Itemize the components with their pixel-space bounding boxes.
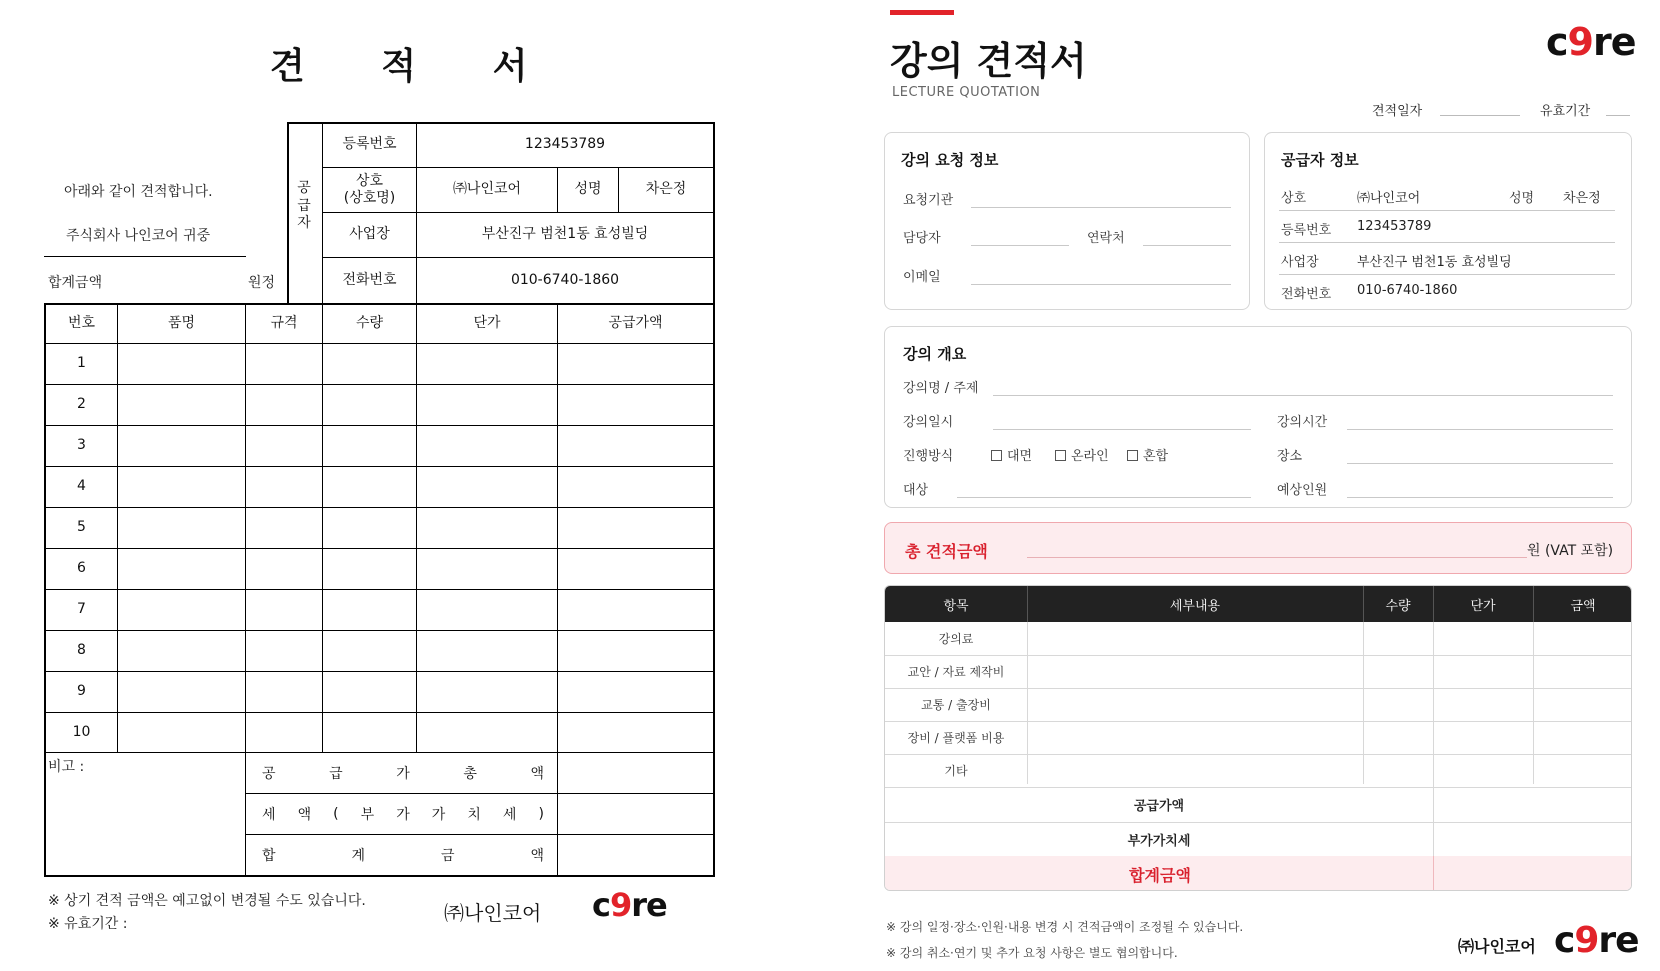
org-label: 요청기관 (903, 193, 954, 208)
label-char: 급 (329, 766, 343, 782)
table-row-label: 기타 (944, 764, 968, 778)
label-char: 가 (396, 766, 410, 782)
grid-line (44, 548, 714, 549)
datetime-label: 강의일시 (903, 415, 954, 430)
header-divider (1433, 586, 1434, 622)
request-info-title: 강의 요청 정보 (901, 151, 999, 169)
grid-line (44, 712, 714, 713)
notice-text: ※ 강의 일정·장소·인원·내용 변경 시 견적금액이 조정될 수 있습니다. (886, 920, 1244, 934)
validity-label: 유효기간 (1540, 104, 1591, 119)
logo-part: 9 (1574, 920, 1599, 961)
row-divider (1279, 210, 1615, 211)
mode-label: 진행방식 (903, 449, 954, 464)
expected-field[interactable] (1347, 497, 1613, 498)
grid-line (44, 671, 714, 672)
table-row-label: 강의료 (938, 632, 974, 646)
validity-field[interactable] (1606, 115, 1630, 116)
grid-line (245, 303, 246, 877)
logo-part: re (1592, 20, 1636, 64)
grid-line (44, 384, 714, 385)
supplier-info-title: 공급자 정보 (1281, 151, 1359, 169)
label-char: 부 (360, 807, 375, 823)
total-amount-label: 총 견적금액 (905, 542, 988, 561)
org-field[interactable] (971, 207, 1231, 208)
rep-name-label: 성명 (574, 181, 602, 198)
checkbox-label: 혼합 (1143, 449, 1169, 464)
logo-part: c (1554, 920, 1575, 961)
supply-amount-label: 공급가액 (1133, 799, 1185, 814)
logo-part: re (1598, 920, 1639, 961)
checkbox-icon[interactable] (1055, 450, 1066, 461)
label-char: 치 (467, 807, 481, 823)
expected-label: 예상인원 (1277, 483, 1328, 498)
checkbox-icon[interactable] (1127, 450, 1138, 461)
mode-online-checkbox[interactable] (1055, 445, 1109, 464)
name-label: 성명 (1509, 191, 1535, 206)
header-divider (1533, 586, 1534, 622)
grid-line (44, 875, 714, 877)
grand-total-label: 합계금액 (1129, 865, 1191, 885)
grid-line (117, 303, 118, 752)
topic-label: 강의명 / 주제 (903, 381, 979, 396)
grid-line (44, 466, 714, 467)
intro-text: 아래와 같이 견적합니다. (64, 184, 213, 200)
notice-text: ※ 강의 취소·연기 및 추가 요청 사항은 별도 협의합니다. (886, 946, 1178, 960)
column-divider (1363, 622, 1364, 784)
column-header-detail: 세부내용 (1169, 598, 1221, 614)
topic-field[interactable] (993, 395, 1613, 396)
address-label: 사업장 (349, 226, 390, 243)
label-char: 액 (530, 766, 544, 782)
company-name-label (323, 168, 416, 212)
footer-company-name: ㈜나인코어 (1458, 937, 1536, 956)
column-header-no: 번호 (67, 314, 96, 331)
footer-company-name: ㈜나인코어 (444, 901, 542, 925)
lecture-overview-box (884, 326, 1632, 508)
grid-line (44, 630, 714, 631)
table-row-label: 교통 / 출장비 (921, 698, 991, 712)
lecture-quotation-form (860, 0, 1660, 971)
name-value: 차은정 (1563, 191, 1601, 206)
label-char: 금 (440, 848, 455, 864)
total-amount-field[interactable] (1027, 557, 1527, 558)
grid-line (44, 589, 714, 590)
grid-line (322, 303, 323, 752)
company-label-line1: 상호 (355, 172, 384, 189)
logo-part: 9 (609, 886, 632, 924)
row-number: 8 (77, 642, 86, 659)
datetime-field[interactable] (993, 429, 1251, 430)
checkbox-label: 대면 (1007, 449, 1033, 464)
phone-label: 전화번호 (342, 271, 397, 288)
recipient-text: 주식회사 나인코어 귀중 (66, 228, 211, 244)
supplier-info-box (1264, 132, 1632, 310)
table-row-label: 장비 / 플랫폼 비용 (907, 731, 1005, 745)
column-header-qty: 수량 (1385, 598, 1411, 614)
total-amount-unit: 원 (VAT 포함) (1527, 543, 1614, 559)
contact-field[interactable] (1143, 245, 1231, 246)
column-header-spec: 규격 (270, 314, 298, 331)
label-char: 가 (431, 807, 446, 823)
reg-number-value: 123453789 (524, 136, 606, 153)
place-label: 장소 (1277, 449, 1303, 464)
request-info-box (884, 132, 1250, 310)
address-value: 부산진구 범천1동 효성빌딩 (481, 226, 649, 243)
column-header-unit-price: 단가 (1470, 598, 1496, 614)
row-number: 2 (77, 396, 86, 413)
column-divider (1027, 622, 1028, 784)
row-number: 1 (77, 355, 86, 372)
table-row-label: 교안 / 자료 제작비 (907, 665, 1005, 679)
row-number: 9 (77, 683, 86, 700)
core-logo (1554, 920, 1639, 961)
reg-number-value: 123453789 (1357, 219, 1432, 234)
row-number: 10 (72, 723, 91, 740)
logo-part: c (1546, 20, 1568, 64)
label-char: 합 (262, 848, 276, 864)
mode-hybrid-checkbox[interactable] (1127, 445, 1168, 464)
column-header-item: 품명 (167, 314, 196, 331)
phone-value: 010-6740-1860 (510, 271, 620, 288)
label-char: 공 (262, 766, 276, 782)
column-header-supply-amount: 공급가액 (608, 314, 663, 331)
label-char: ( (333, 806, 339, 822)
phone-value: 010-6740-1860 (1357, 283, 1458, 298)
time-label: 강의시간 (1277, 415, 1328, 430)
label-char: 세 (262, 807, 276, 823)
quote-date-field[interactable] (1440, 115, 1520, 116)
contact-label: 연락처 (1087, 231, 1125, 246)
sum-total-label (262, 835, 544, 875)
quote-date-label: 견적일자 (1372, 104, 1423, 119)
classic-quotation-form (0, 0, 800, 971)
row-number: 5 (77, 519, 86, 536)
column-header-unit-price: 단가 (473, 314, 501, 331)
manager-field[interactable] (971, 245, 1069, 246)
sum-supply-label (262, 753, 544, 793)
row-number: 7 (77, 601, 86, 618)
document-subtitle: LECTURE QUOTATION (892, 85, 1041, 100)
row-number: 4 (77, 478, 86, 495)
overview-title: 강의 개요 (903, 345, 967, 363)
column-divider (1433, 856, 1434, 891)
email-label: 이메일 (903, 270, 941, 285)
label-char: 가 (396, 807, 410, 823)
company-label: 상호 (1281, 191, 1307, 206)
total-amount-label: 합계금액 (48, 275, 103, 291)
email-field[interactable] (971, 284, 1231, 285)
logo-part: 9 (1567, 20, 1593, 64)
grid-line (287, 122, 289, 304)
remark-label: 비고 : (48, 759, 85, 775)
core-logo (1546, 20, 1636, 64)
header-divider (1363, 586, 1364, 622)
row-number: 6 (77, 560, 86, 577)
reg-number-label: 등록번호 (342, 136, 397, 153)
checkbox-icon[interactable] (991, 450, 1002, 461)
logo-part: c (592, 886, 610, 924)
notice-text: ※ 상기 견적 금액은 예고없이 변경될 수도 있습니다. (48, 893, 366, 909)
target-label: 대상 (903, 483, 929, 498)
grid-line (713, 122, 715, 877)
mode-offline-checkbox[interactable] (991, 445, 1032, 464)
row-number: 3 (77, 437, 86, 454)
label-char: 계 (351, 848, 366, 864)
column-divider (1533, 622, 1534, 784)
total-amount-box (884, 522, 1632, 574)
grid-line (44, 343, 714, 344)
total-amount-unit: 원정 (248, 275, 276, 291)
company-name-value: ㈜나인코어 (452, 181, 522, 198)
grid-line (44, 507, 714, 508)
header-divider (1027, 586, 1028, 622)
validity-text: ※ 유효기간 : (48, 916, 128, 932)
address-value: 부산진구 범천1동 효성빌딩 (1357, 255, 1512, 270)
time-field[interactable] (1347, 429, 1613, 430)
label-char: 액 (297, 807, 312, 823)
cost-table (884, 585, 1632, 891)
row-divider (1279, 274, 1615, 275)
vat-label: 부가가치세 (1127, 833, 1191, 849)
grid-line (557, 303, 558, 877)
company-value: ㈜나인코어 (1357, 191, 1421, 206)
manager-label: 담당자 (903, 231, 941, 246)
grid-line (44, 425, 714, 426)
checkbox-label: 온라인 (1071, 449, 1109, 464)
core-logo (592, 886, 667, 924)
grid-line (416, 303, 417, 752)
column-header-item: 항목 (943, 598, 969, 614)
recipient-underline (44, 256, 246, 257)
reg-number-label: 등록번호 (1281, 223, 1332, 238)
label-char: 총 (463, 766, 477, 782)
sum-tax-label (262, 794, 544, 834)
target-field[interactable] (957, 497, 1251, 498)
row-divider (1279, 242, 1615, 243)
phone-label: 전화번호 (1281, 287, 1332, 302)
label-char: 세 (502, 807, 517, 823)
place-field[interactable] (1347, 463, 1613, 464)
document-title: 강의 견적서 (890, 39, 1087, 83)
company-label-line2: (상호명) (343, 190, 396, 206)
supplier-vertical-label: 공 급 자 (297, 180, 311, 231)
rep-name-value: 차은정 (645, 181, 687, 198)
label-char: 액 (530, 848, 544, 864)
column-divider (1433, 622, 1434, 891)
column-header-amount: 금액 (1570, 598, 1596, 614)
label-char: ) (538, 806, 544, 822)
column-header-qty: 수량 (355, 314, 384, 331)
logo-part: re (631, 886, 667, 924)
address-label: 사업장 (1281, 255, 1319, 270)
accent-bar (890, 10, 954, 15)
document-title: 견 적 서 (270, 46, 560, 87)
